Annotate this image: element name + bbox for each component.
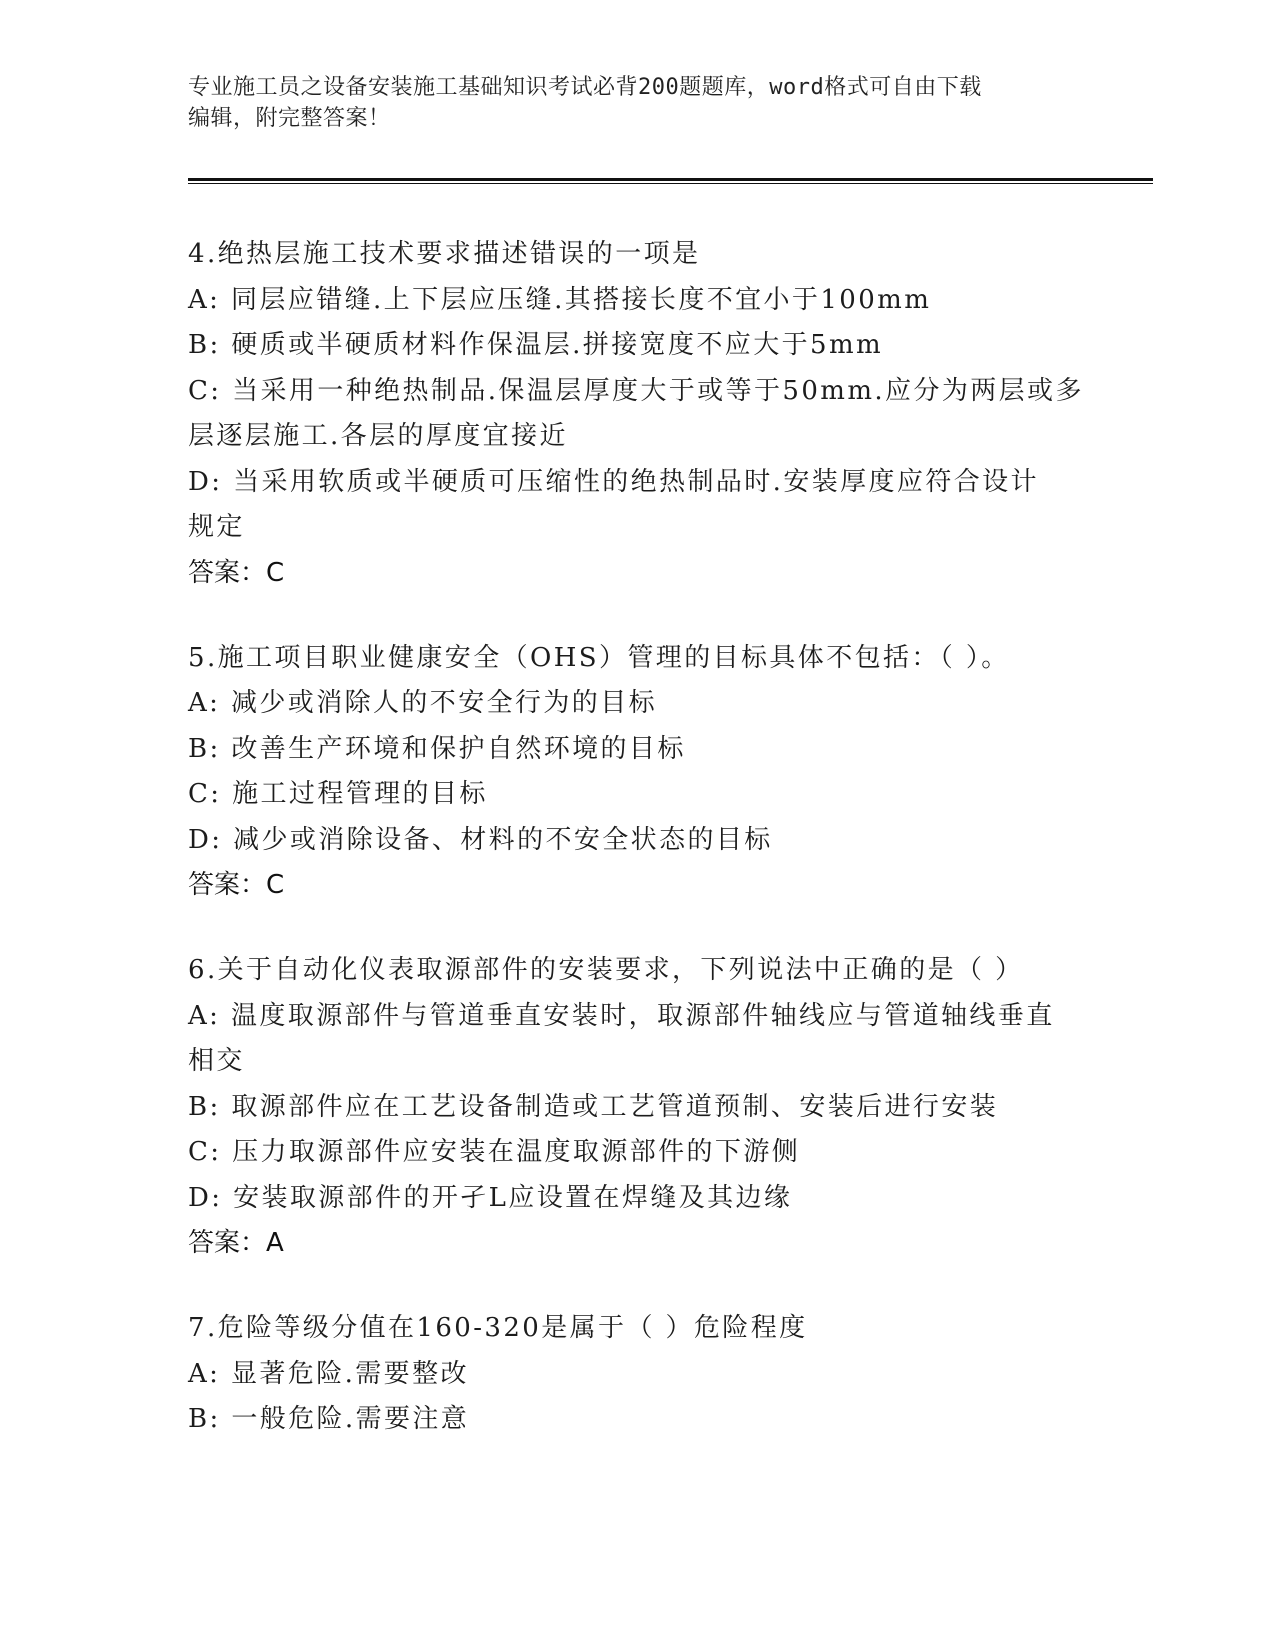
header-divider-thin (188, 183, 1153, 184)
option-d-line-2: 规定 (188, 512, 245, 542)
option-a: A: 减少或消除人的不安全行为的目标 (188, 688, 658, 718)
question-4 (188, 232, 1088, 596)
option-d: D: 减少或消除设备、材料的不安全状态的目标 (188, 824, 773, 855)
option-a-line-2: 相交 (188, 1046, 245, 1076)
option-c: C: 施工过程管理的目标 (188, 779, 488, 809)
question-5 (188, 636, 1088, 909)
option-a: A: 显著危险.需要整改 (188, 1358, 469, 1389)
option-b: B: 一般危险.需要注意 (188, 1404, 470, 1434)
answer-label: 答案：C (188, 870, 285, 900)
question-6 (188, 948, 1088, 1266)
option-b: B: 取源部件应在工艺设备制造或工艺管道预制、安装后进行安装 (188, 1091, 999, 1122)
header-divider-thick (188, 178, 1153, 181)
header-title-line-1: 专业施工员之设备安装施工基础知识考试必背200题题库，word格式可自由下载 (188, 75, 982, 100)
option-d-line-1: D: 当采用软质或半硬质可压缩性的绝热制品时.安装厚度应符合设计 (188, 466, 1039, 497)
question-list (188, 232, 1088, 1483)
answer-label: 答案：C (188, 557, 285, 588)
option-c-line-2: 层逐层施工.各层的厚度宜接近 (188, 421, 568, 451)
question-stem: 6.关于自动化仪表取源部件的安装要求，下列说法中正确的是（ ） (188, 955, 1024, 985)
option-a: A: 同层应错缝.上下层应压缝.其搭接长度不宜小于100mm (188, 284, 932, 315)
question-stem: 7.危险等级分值在160-320是属于（ ）危险程度 (188, 1313, 808, 1343)
question-stem: 5.施工项目职业健康安全（OHS）管理的目标具体不包括：（ ）。 (188, 642, 1010, 673)
option-b: B: 改善生产环境和保护自然环境的目标 (188, 733, 686, 764)
option-c: C: 压力取源部件应安装在温度取源部件的下游侧 (188, 1137, 801, 1167)
option-b: B: 硬质或半硬质材料作保温层.拼接宽度不应大于5mm (188, 330, 884, 360)
header-title-line-2: 编辑，附完整答案！ (188, 106, 391, 131)
option-a-line-1: A: 温度取源部件与管道垂直安装时，取源部件轴线应与管道轴线垂直 (188, 1000, 1055, 1031)
question-stem: 4.绝热层施工技术要求描述错误的一项是 (188, 239, 701, 269)
option-c-line-1: C: 当采用一种绝热制品.保温层厚度大于或等于50mm.应分为两层或多 (188, 375, 1084, 406)
option-d: D: 安装取源部件的开孑L应设置在焊缝及其边缘 (188, 1182, 793, 1213)
question-7 (188, 1306, 1088, 1443)
document-header (188, 72, 1068, 134)
answer-label: 答案：A (188, 1228, 284, 1258)
